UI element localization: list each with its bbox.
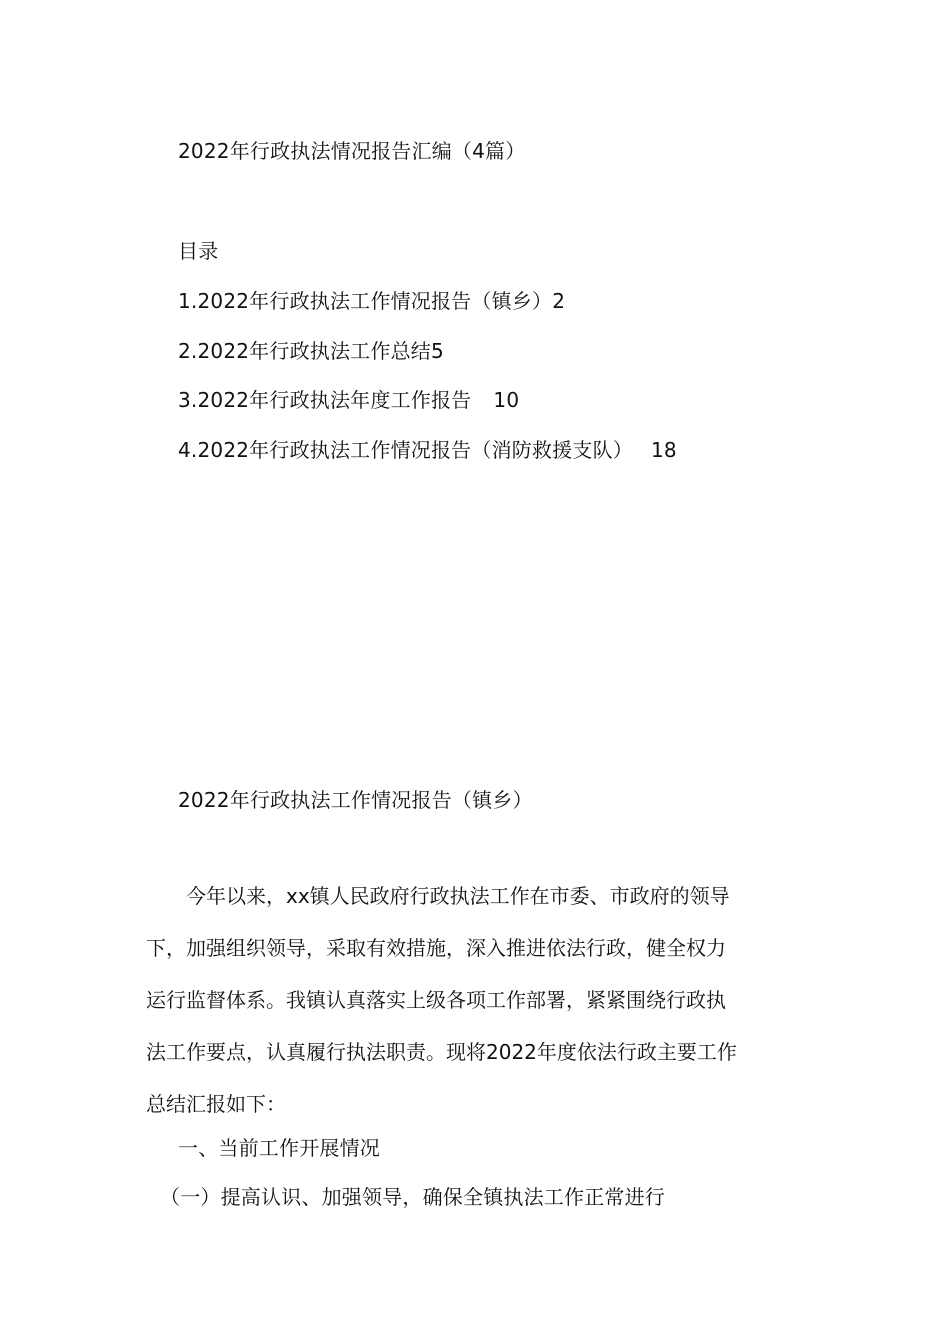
paragraph-line: 总结汇报如下：: [146, 1092, 286, 1116]
toc-item: [178, 437, 677, 463]
toc-item-label: 4.2022年行政执法工作情况报告（消防救援支队）: [178, 438, 633, 462]
toc-item-label: 2.2022年行政执法工作总结: [178, 339, 431, 363]
toc-item-page: 2: [552, 289, 566, 313]
toc-item: [178, 387, 519, 413]
toc-item: [178, 338, 444, 364]
toc-item-label: 1.2022年行政执法工作情况报告（镇乡）: [178, 289, 553, 313]
toc-item-page: 10: [493, 388, 520, 412]
toc-item-page: 18: [650, 438, 677, 462]
paragraph-line: 今年以来，xx镇人民政府行政执法工作在市委、市政府的领导: [146, 884, 730, 908]
paragraph-line: 运行监督体系。我镇认真落实上级各项工作部署，紧紧围绕行政执: [146, 988, 726, 1012]
section-heading: 一、当前工作开展情况: [178, 1136, 380, 1160]
toc-item-page: 5: [430, 339, 444, 363]
subsection-heading: （一）提高认识、加强领导，确保全镇执法工作正常进行: [160, 1185, 665, 1209]
paragraph-line: 法工作要点，认真履行执法职责。现将2022年度依法行政主要工作: [146, 1040, 737, 1064]
paragraph-line: 下，加强组织领导，采取有效措施，深入推进依法行政，健全权力: [146, 936, 726, 960]
toc-heading: 目录: [178, 239, 219, 263]
toc-item: [178, 288, 565, 314]
document-title: 2022年行政执法情况报告汇编（4篇）: [178, 139, 526, 163]
section-title: 2022年行政执法工作情况报告（镇乡）: [178, 788, 533, 812]
toc-item-label: 3.2022年行政执法年度工作报告: [178, 388, 472, 412]
body-paragraph: [146, 880, 806, 1140]
